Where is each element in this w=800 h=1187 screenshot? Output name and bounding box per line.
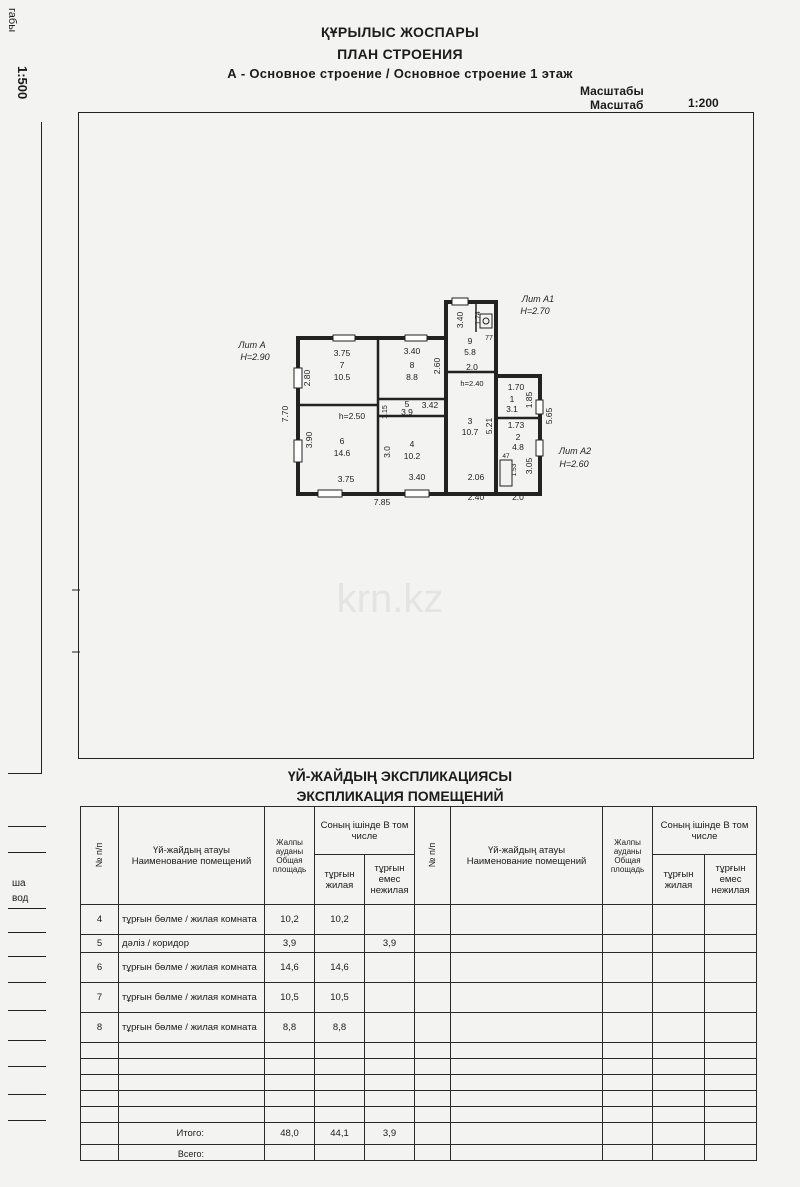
room-6-number: 6: [339, 436, 345, 446]
scale-value: 1:200: [688, 96, 719, 110]
dim: 3.75: [333, 348, 351, 358]
row-living: 14,6: [315, 953, 365, 983]
margin-fragment-mid1: ша: [12, 878, 26, 889]
subtitle: А - Основное строение / Основное строение 1 этаж: [227, 66, 573, 81]
lit-a2-label: Лит А2: [558, 446, 592, 456]
table-row: [81, 983, 757, 1013]
row-no: 5: [81, 935, 119, 953]
scale-label-ru: Масштаб: [590, 98, 644, 112]
dim: 3.42: [421, 400, 439, 410]
row-nonliving: 3,9: [365, 935, 415, 953]
header-no-2: № п/п: [415, 807, 451, 905]
room-5-area: 3.9: [401, 407, 413, 417]
empty-row: [81, 1043, 757, 1059]
row-total: 10,5: [265, 983, 315, 1013]
row-no: 6: [81, 953, 119, 983]
inner-height-2: h=2.40: [460, 379, 484, 388]
header-incl-2: Соның ішінде В том числе: [653, 807, 757, 855]
lit-a1-height: H=2.70: [520, 306, 550, 316]
dim: 3.40: [403, 346, 421, 356]
room-1-number: 1: [509, 394, 515, 404]
explication-table: [80, 806, 757, 1161]
room-7-number: 7: [339, 360, 345, 370]
margin-rule: [8, 1010, 46, 1011]
room-4-area: 10.2: [403, 451, 421, 461]
room-7-area: 10.5: [333, 372, 351, 382]
room-8-area: 8.8: [406, 372, 418, 382]
empty-row: [81, 1075, 757, 1091]
room-6-area: 14.6: [333, 448, 351, 458]
title-ru: ПЛАН СТРОЕНИЯ: [337, 46, 463, 62]
room-8-number: 8: [409, 360, 415, 370]
total-label: Итого:: [119, 1123, 265, 1145]
header-nonliving: тұрғын емес нежилая: [365, 855, 415, 905]
room-1-area: 3.1: [506, 404, 518, 414]
room-2-area: 4.8: [512, 442, 524, 452]
row-total: 14,6: [265, 953, 315, 983]
lit-a-height: H=2.90: [240, 352, 270, 362]
row-no: 8: [81, 1013, 119, 1043]
dim: 2.0: [466, 362, 478, 372]
lit-a-label: Лит А: [238, 340, 266, 350]
lit-a2-height: H=2.60: [559, 459, 589, 469]
row-name: дәліз / коридор: [119, 935, 265, 953]
dim: 1.15: [382, 405, 389, 419]
dim: 1.74: [475, 311, 482, 325]
row-nonliving: [365, 983, 415, 1013]
dim: 2.80: [302, 369, 312, 387]
room-9-area: 5.8: [464, 347, 476, 357]
cut-label: Всего:: [119, 1145, 265, 1161]
header-living-2: тұрғын жилая: [653, 855, 705, 905]
explication-title-kz: ҮЙ-ЖАЙДЫҢ ЭКСПЛИКАЦИЯСЫ: [287, 768, 513, 784]
margin-rule: [8, 1040, 46, 1041]
row-total: 3,9: [265, 935, 315, 953]
header-nonliving-2: тұрғын емес нежилая: [705, 855, 757, 905]
row-no: 7: [81, 983, 119, 1013]
wall-lit-a1: [446, 302, 496, 494]
row-name: тұрғын бөлме / жилая комната: [119, 1013, 265, 1043]
cut-row: [81, 1145, 757, 1161]
header-name-2: Үй-жайдың атауы Наименование помещений: [451, 807, 603, 905]
dim: 7.85: [373, 497, 391, 507]
room-4-number: 4: [409, 439, 415, 449]
margin-rule: [8, 908, 46, 909]
header-name: Үй-жайдың атауы Наименование помещений: [119, 807, 265, 905]
dim: 1.70: [507, 382, 525, 392]
dim: 1.73: [507, 420, 525, 430]
row-living: [315, 935, 365, 953]
empty-row: [81, 1059, 757, 1075]
total-row: [81, 1123, 757, 1145]
dim: 2.40: [467, 492, 485, 502]
dim: 3.90: [304, 431, 314, 449]
margin-scale: 1:500: [15, 66, 30, 100]
table-row: [81, 935, 757, 953]
total-value: 48,0: [265, 1123, 315, 1145]
title-kz: ҚҰРЫЛЫС ЖОСПАРЫ: [320, 24, 480, 40]
row-total: 10,2: [265, 905, 315, 935]
row-name: тұрғын бөлме / жилая комната: [119, 983, 265, 1013]
margin-rule: [8, 1066, 46, 1067]
row-living: 10,5: [315, 983, 365, 1013]
margin-fragment-mid2: вод: [12, 893, 29, 904]
margin-fragment-top: габы: [6, 8, 18, 33]
row-living: 8,8: [315, 1013, 365, 1043]
dim: 5.65: [544, 407, 554, 425]
dim: 2.0: [512, 492, 524, 502]
row-name: тұрғын бөлме / жилая комната: [119, 905, 265, 935]
header-incl: Соның ішінде В том числе: [315, 807, 415, 855]
dim: 7.70: [280, 405, 290, 423]
dim: 3.40: [408, 472, 426, 482]
table-row: [81, 905, 757, 935]
margin-rule: [8, 932, 46, 933]
total-living: 44,1: [315, 1123, 365, 1145]
watermark: krn.kz: [336, 577, 444, 621]
dim: 1.85: [524, 391, 534, 409]
row-nonliving: [365, 1013, 415, 1043]
row-name: тұрғын бөлме / жилая комната: [119, 953, 265, 983]
margin-rule: [8, 956, 46, 957]
dim: 2.06: [467, 472, 485, 482]
empty-row: [81, 1107, 757, 1123]
dim: 47: [502, 453, 510, 460]
dim: 1.53: [511, 463, 518, 477]
inner-height: h=2.50: [338, 411, 366, 421]
margin-rule: [8, 826, 46, 827]
room-5-number: 5: [404, 399, 410, 409]
table-row: [81, 953, 757, 983]
room-9-number: 9: [467, 336, 473, 346]
row-nonliving: [365, 953, 415, 983]
scale-label-kz: Масштабы: [580, 84, 644, 98]
row-living: 10,2: [315, 905, 365, 935]
dim: 3.0: [382, 446, 392, 458]
dim: 3.75: [337, 474, 355, 484]
margin-rule: [8, 982, 46, 983]
margin-rule: [8, 1094, 46, 1095]
margin-rule: [8, 1120, 46, 1121]
dim: 2.60: [432, 357, 442, 375]
explication-title-ru: ЭКСПЛИКАЦИЯ ПОМЕЩЕНИЙ: [296, 788, 504, 804]
table-row: [81, 1013, 757, 1043]
dim: 3.40: [455, 311, 465, 329]
dim: 77: [485, 335, 493, 342]
room-3-number: 3: [467, 416, 473, 426]
row-no: 4: [81, 905, 119, 935]
row-nonliving: [365, 905, 415, 935]
empty-row: [81, 1091, 757, 1107]
header-no: № п/п: [81, 807, 119, 905]
margin-rule: [8, 852, 46, 853]
dim: 3.05: [524, 457, 534, 475]
header-total-2: Жалпы ауданы Общая площадь: [603, 807, 653, 905]
room-2-number: 2: [515, 432, 521, 442]
dim: 5.21: [484, 417, 494, 435]
row-total: 8,8: [265, 1013, 315, 1043]
total-nonliving: 3,9: [365, 1123, 415, 1145]
room-3-area: 10.7: [461, 427, 479, 437]
lit-a1-label: Лит А1: [521, 294, 555, 304]
header-living: тұрғын жилая: [315, 855, 365, 905]
header-total: Жалпы ауданы Общая площадь: [265, 807, 315, 905]
